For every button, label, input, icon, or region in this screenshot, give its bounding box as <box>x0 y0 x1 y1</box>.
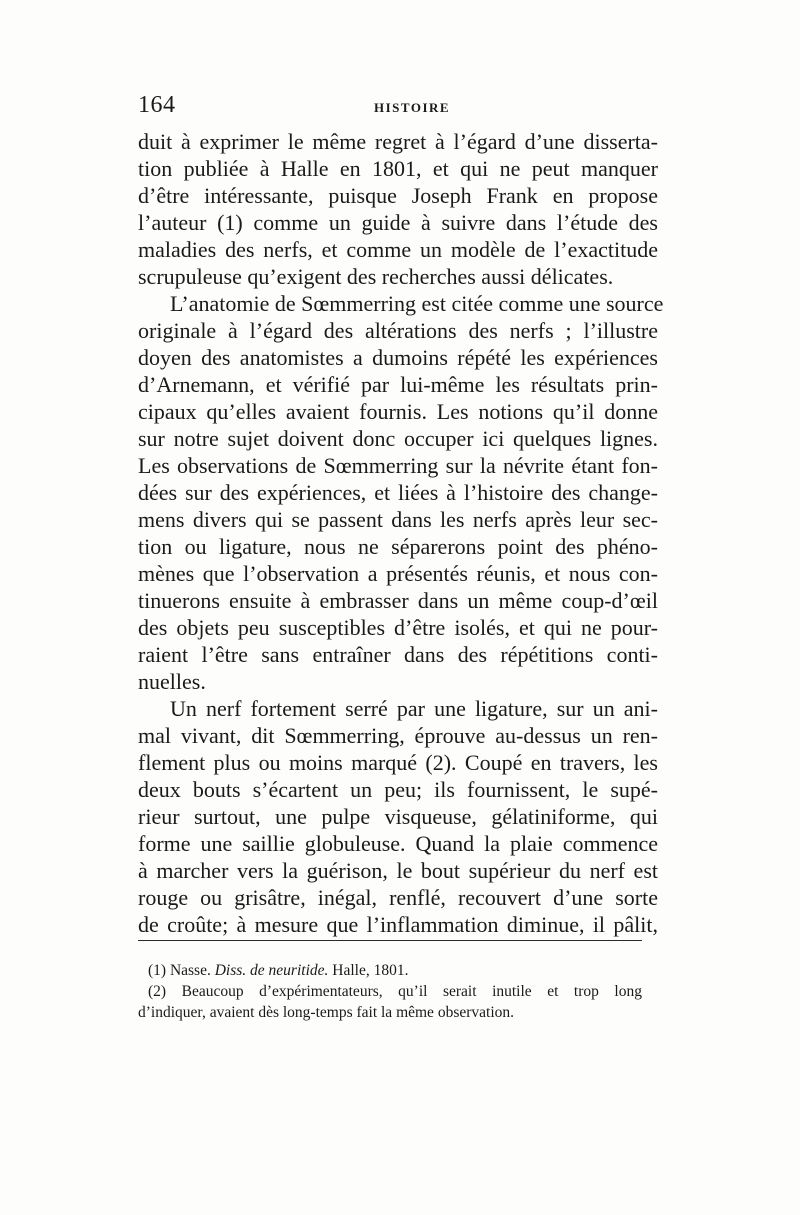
text-line: d’Arnemann, et vérifié par lui-même les résultats prin- <box>138 372 658 397</box>
text-line: à marcher vers la guérison, le bout supérieur du nerf est <box>138 858 658 883</box>
text-line: mens divers qui se passent dans les nerfs après leur sec- <box>138 507 658 532</box>
text-line: tinuerons ensuite à embrasser dans un même coup-d’œil <box>138 588 658 613</box>
running-head: HISTOIRE <box>374 100 451 115</box>
text-line: Les observations de Sœmmerring sur la névrite étant fon- <box>138 453 658 478</box>
text-line: mènes que l’observation a présentés réunis, et nous con- <box>138 561 658 586</box>
text-line: scrupuleuse qu’exigent des recherches aussi délicates. <box>138 264 614 289</box>
footnotes <box>138 960 642 1023</box>
text-line: rouge ou grisâtre, inégal, renflé, recouvert d’une sorte <box>138 885 658 910</box>
text-line: tion ou ligature, nous ne séparerons point des phéno- <box>138 534 658 559</box>
text-line: rieur surtout, une pulpe visqueuse, gélatiniforme, qui <box>138 804 658 829</box>
text-line: Un nerf fortement serré par une ligature, sur un ani- <box>170 696 658 721</box>
footnote-2-line-2: d’indiquer, avaient dès long-temps fait la même observation. <box>138 1004 515 1021</box>
text-line: originale à l’égard des altérations des nerfs ; l’illustre <box>138 318 658 343</box>
text-line: dées sur des expériences, et liées à l’histoire des change- <box>138 480 658 505</box>
body-text <box>138 128 664 938</box>
text-line: sur notre sujet doivent donc occuper ici quelques lignes. <box>138 426 658 451</box>
text-line: mal vivant, dit Sœmmerring, éprouve au-dessus un ren- <box>138 723 658 748</box>
text-line: doyen des anatomistes a dumoins répété les expériences <box>138 345 658 370</box>
footnote-1-author: Nasse. <box>169 962 211 979</box>
text-line: cipaux qu’elles avaient fournis. Les notions qu’il donne <box>138 399 658 424</box>
text-line: de croûte; à mesure que l’inflammation diminue, il pâlit, <box>138 912 658 937</box>
footnote-1-number: (1) <box>148 962 167 979</box>
page-number: 164 <box>138 92 176 118</box>
text-line: forme une saillie globuleuse. Quand la plaie commence <box>138 831 658 856</box>
text-line: tion publiée à Halle en 1801, et qui ne peut manquer <box>138 156 658 181</box>
text-line: L’anatomie de Sœmmerring est citée comme une source <box>170 291 664 316</box>
text-line: l’auteur (1) comme un guide à suivre dans l’étude des <box>138 210 658 235</box>
text-line: maladies des nerfs, et comme un modèle de l’exactitude <box>138 237 658 262</box>
text-line: deux bouts s’écartent un peu; ils fournissent, le supé- <box>138 777 658 802</box>
footnote-1 <box>138 960 642 981</box>
footnote-1-title: Diss. de neuritide. <box>214 962 329 979</box>
text-line: nuelles. <box>138 669 206 694</box>
text-line: duit à exprimer le même regret à l’égard d’une disserta- <box>138 129 658 154</box>
page-header <box>138 92 658 122</box>
footnote-2-line-1: (2) Beaucoup d’expérimentateurs, qu’il serait inutile et trop long <box>148 983 642 1000</box>
text-line: raient l’être sans entraîner dans des répétitions conti- <box>138 642 658 667</box>
footnote-divider <box>138 940 642 941</box>
text-line: d’être intéressante, puisque Joseph Frank en propose <box>138 183 658 208</box>
text-line: des objets peu susceptibles d’être isolés, et qui ne pour- <box>138 615 658 640</box>
footnote-1-place: Halle, 1801. <box>332 962 409 979</box>
text-line: flement plus ou moins marqué (2). Coupé en travers, les <box>138 750 658 775</box>
